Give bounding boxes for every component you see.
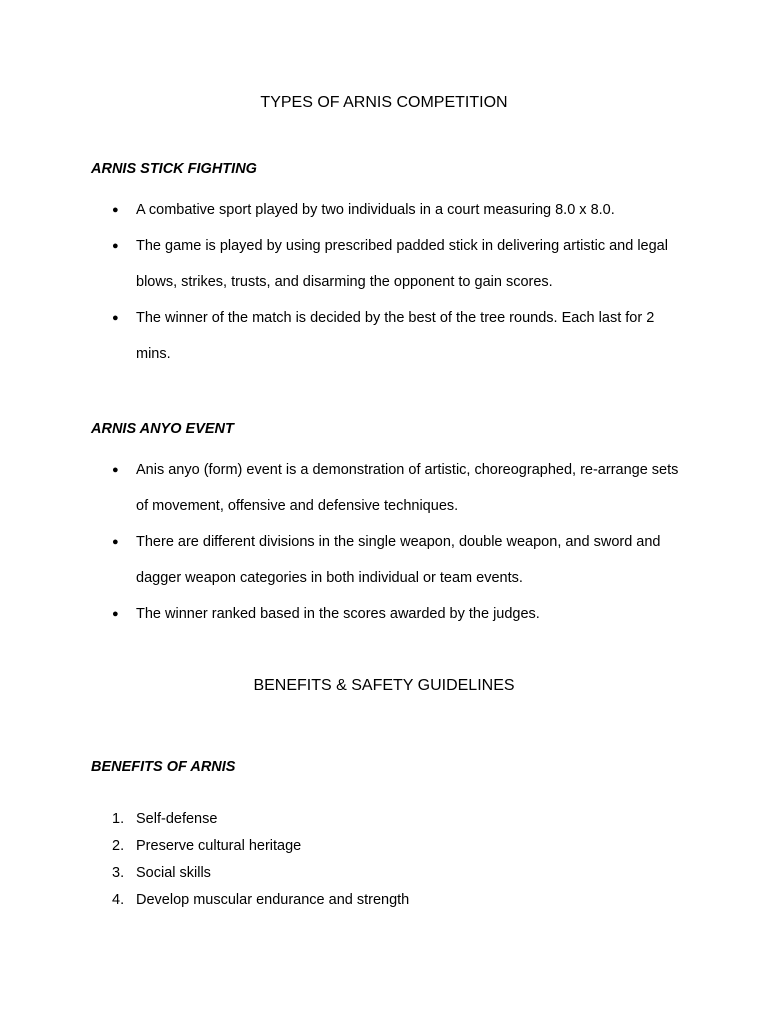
section-heading-arnis-anyo-event: ARNIS ANYO EVENT xyxy=(91,421,234,437)
list-item xyxy=(0,192,681,228)
anyo-event-bullet-list xyxy=(0,452,768,632)
list-item-text: Social skills xyxy=(136,865,211,881)
list-item xyxy=(0,860,768,887)
list-item xyxy=(0,806,768,833)
bullet-icon: ● xyxy=(112,536,119,548)
page-title-benefits-safety-guidelines: BENEFITS & SAFETY GUIDELINES xyxy=(253,677,515,694)
list-item-text: Develop muscular endurance and strength xyxy=(136,892,410,908)
bullet-icon: ● xyxy=(112,312,119,324)
list-item xyxy=(0,524,681,596)
list-item xyxy=(0,596,681,632)
list-item-text: There are different divisions in the single weapon, double weapon, and sword and dagger weapon categories in both individual or team events. xyxy=(136,534,661,586)
bullet-icon: ● xyxy=(112,204,119,216)
list-item xyxy=(0,300,681,372)
bullet-icon: ● xyxy=(112,464,119,476)
list-number: 2. xyxy=(112,838,125,854)
list-item-text: The winner of the match is decided by the best of the tree rounds. Each last for 2 mins. xyxy=(136,310,655,362)
benefits-numbered-list xyxy=(0,806,768,914)
list-number: 4. xyxy=(112,892,125,908)
list-item-text: A combative sport played by two individuals in a court measuring 8.0 x 8.0. xyxy=(136,202,615,218)
list-item-text: Self-defense xyxy=(136,811,218,827)
list-item-text: The game is played by using prescribed padded stick in delivering artistic and legal blows, strikes, trusts, and disarming the opponent to gain scores. xyxy=(136,238,668,290)
list-number: 3. xyxy=(112,865,125,881)
section-heading-benefits-of-arnis: BENEFITS OF ARNIS xyxy=(91,759,236,775)
list-item xyxy=(0,887,768,914)
section-heading-arnis-stick-fighting: ARNIS STICK FIGHTING xyxy=(91,161,257,177)
list-item-text: Anis anyo (form) event is a demonstration of artistic, choreographed, re-arrange sets of movement, offensive and defensive techniques. xyxy=(136,462,679,514)
list-item-text: The winner ranked based in the scores awarded by the judges. xyxy=(136,606,540,622)
list-number: 1. xyxy=(112,811,125,827)
bullet-icon: ● xyxy=(112,240,119,252)
bullet-icon: ● xyxy=(112,608,119,620)
page-title-types-of-arnis-competition: TYPES OF ARNIS COMPETITION xyxy=(260,94,508,111)
list-item xyxy=(0,228,681,300)
list-item xyxy=(0,833,768,860)
list-item-text: Preserve cultural heritage xyxy=(136,838,302,854)
list-item xyxy=(0,452,681,524)
stick-fighting-bullet-list xyxy=(0,192,768,372)
